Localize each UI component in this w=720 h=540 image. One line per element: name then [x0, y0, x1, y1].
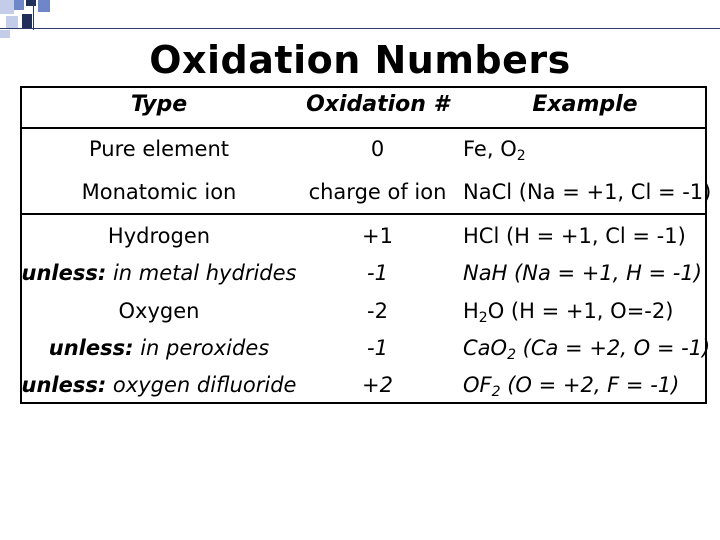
corner-decoration-light-3	[0, 30, 10, 38]
corner-line-horizontal	[0, 28, 720, 29]
ox-monatomic-ion: charge of ion	[308, 180, 447, 204]
example-pure-element: Fe, $O_2$	[463, 137, 526, 164]
header-oxidation: Oxidation #	[306, 92, 449, 117]
type-oxygen-difluoride: unless: oxygen difluoride	[21, 373, 297, 397]
corner-decoration-blue-2	[38, 0, 50, 12]
type-peroxides: unless: in peroxides	[48, 336, 270, 360]
corner-decoration-dark	[26, 0, 36, 6]
ox-peroxides: -1	[367, 336, 388, 360]
corner-decoration-blue	[14, 0, 24, 10]
ox-pure-element: 0	[370, 137, 385, 161]
example-peroxides: CaO$_2$ (Ca = +2, O = -1)	[463, 336, 711, 363]
ox-oxygen: -2	[367, 299, 388, 323]
example-hydrogen: HCl (H = +1, Cl = -1)	[463, 224, 686, 248]
corner-decoration-light-2	[6, 16, 18, 28]
type-hydrogen: Hydrogen	[107, 224, 211, 248]
row-divider	[20, 213, 707, 215]
header-type: Type	[130, 92, 188, 117]
corner-decoration-dark-2	[22, 14, 32, 28]
type-monatomic-ion: Monatomic ion	[81, 180, 237, 204]
ox-oxygen-difluoride: +2	[362, 373, 393, 397]
example-monatomic-ion: NaCl (Na = +1, Cl = -1)	[463, 180, 712, 204]
corner-line-vertical	[33, 0, 34, 30]
ox-metal-hydrides: -1	[367, 261, 388, 285]
type-oxygen: Oxygen	[118, 299, 200, 323]
example-oxygen: $H_2O$ (H = +1, O=-2)	[463, 299, 674, 326]
example-metal-hydrides: NaH (Na = +1, H = -1)	[463, 261, 702, 285]
header-example: Example	[532, 92, 638, 117]
example-oxygen-difluoride: $OF_2$ (O = +2, F = -1)	[463, 373, 680, 400]
page-title: Oxidation Numbers	[149, 38, 571, 82]
ox-hydrogen: +1	[362, 224, 393, 248]
header-divider	[20, 127, 707, 129]
type-pure-element: Pure element	[89, 137, 229, 161]
type-metal-hydrides: unless: in metal hydrides	[21, 261, 297, 285]
corner-decoration-light	[0, 0, 14, 14]
